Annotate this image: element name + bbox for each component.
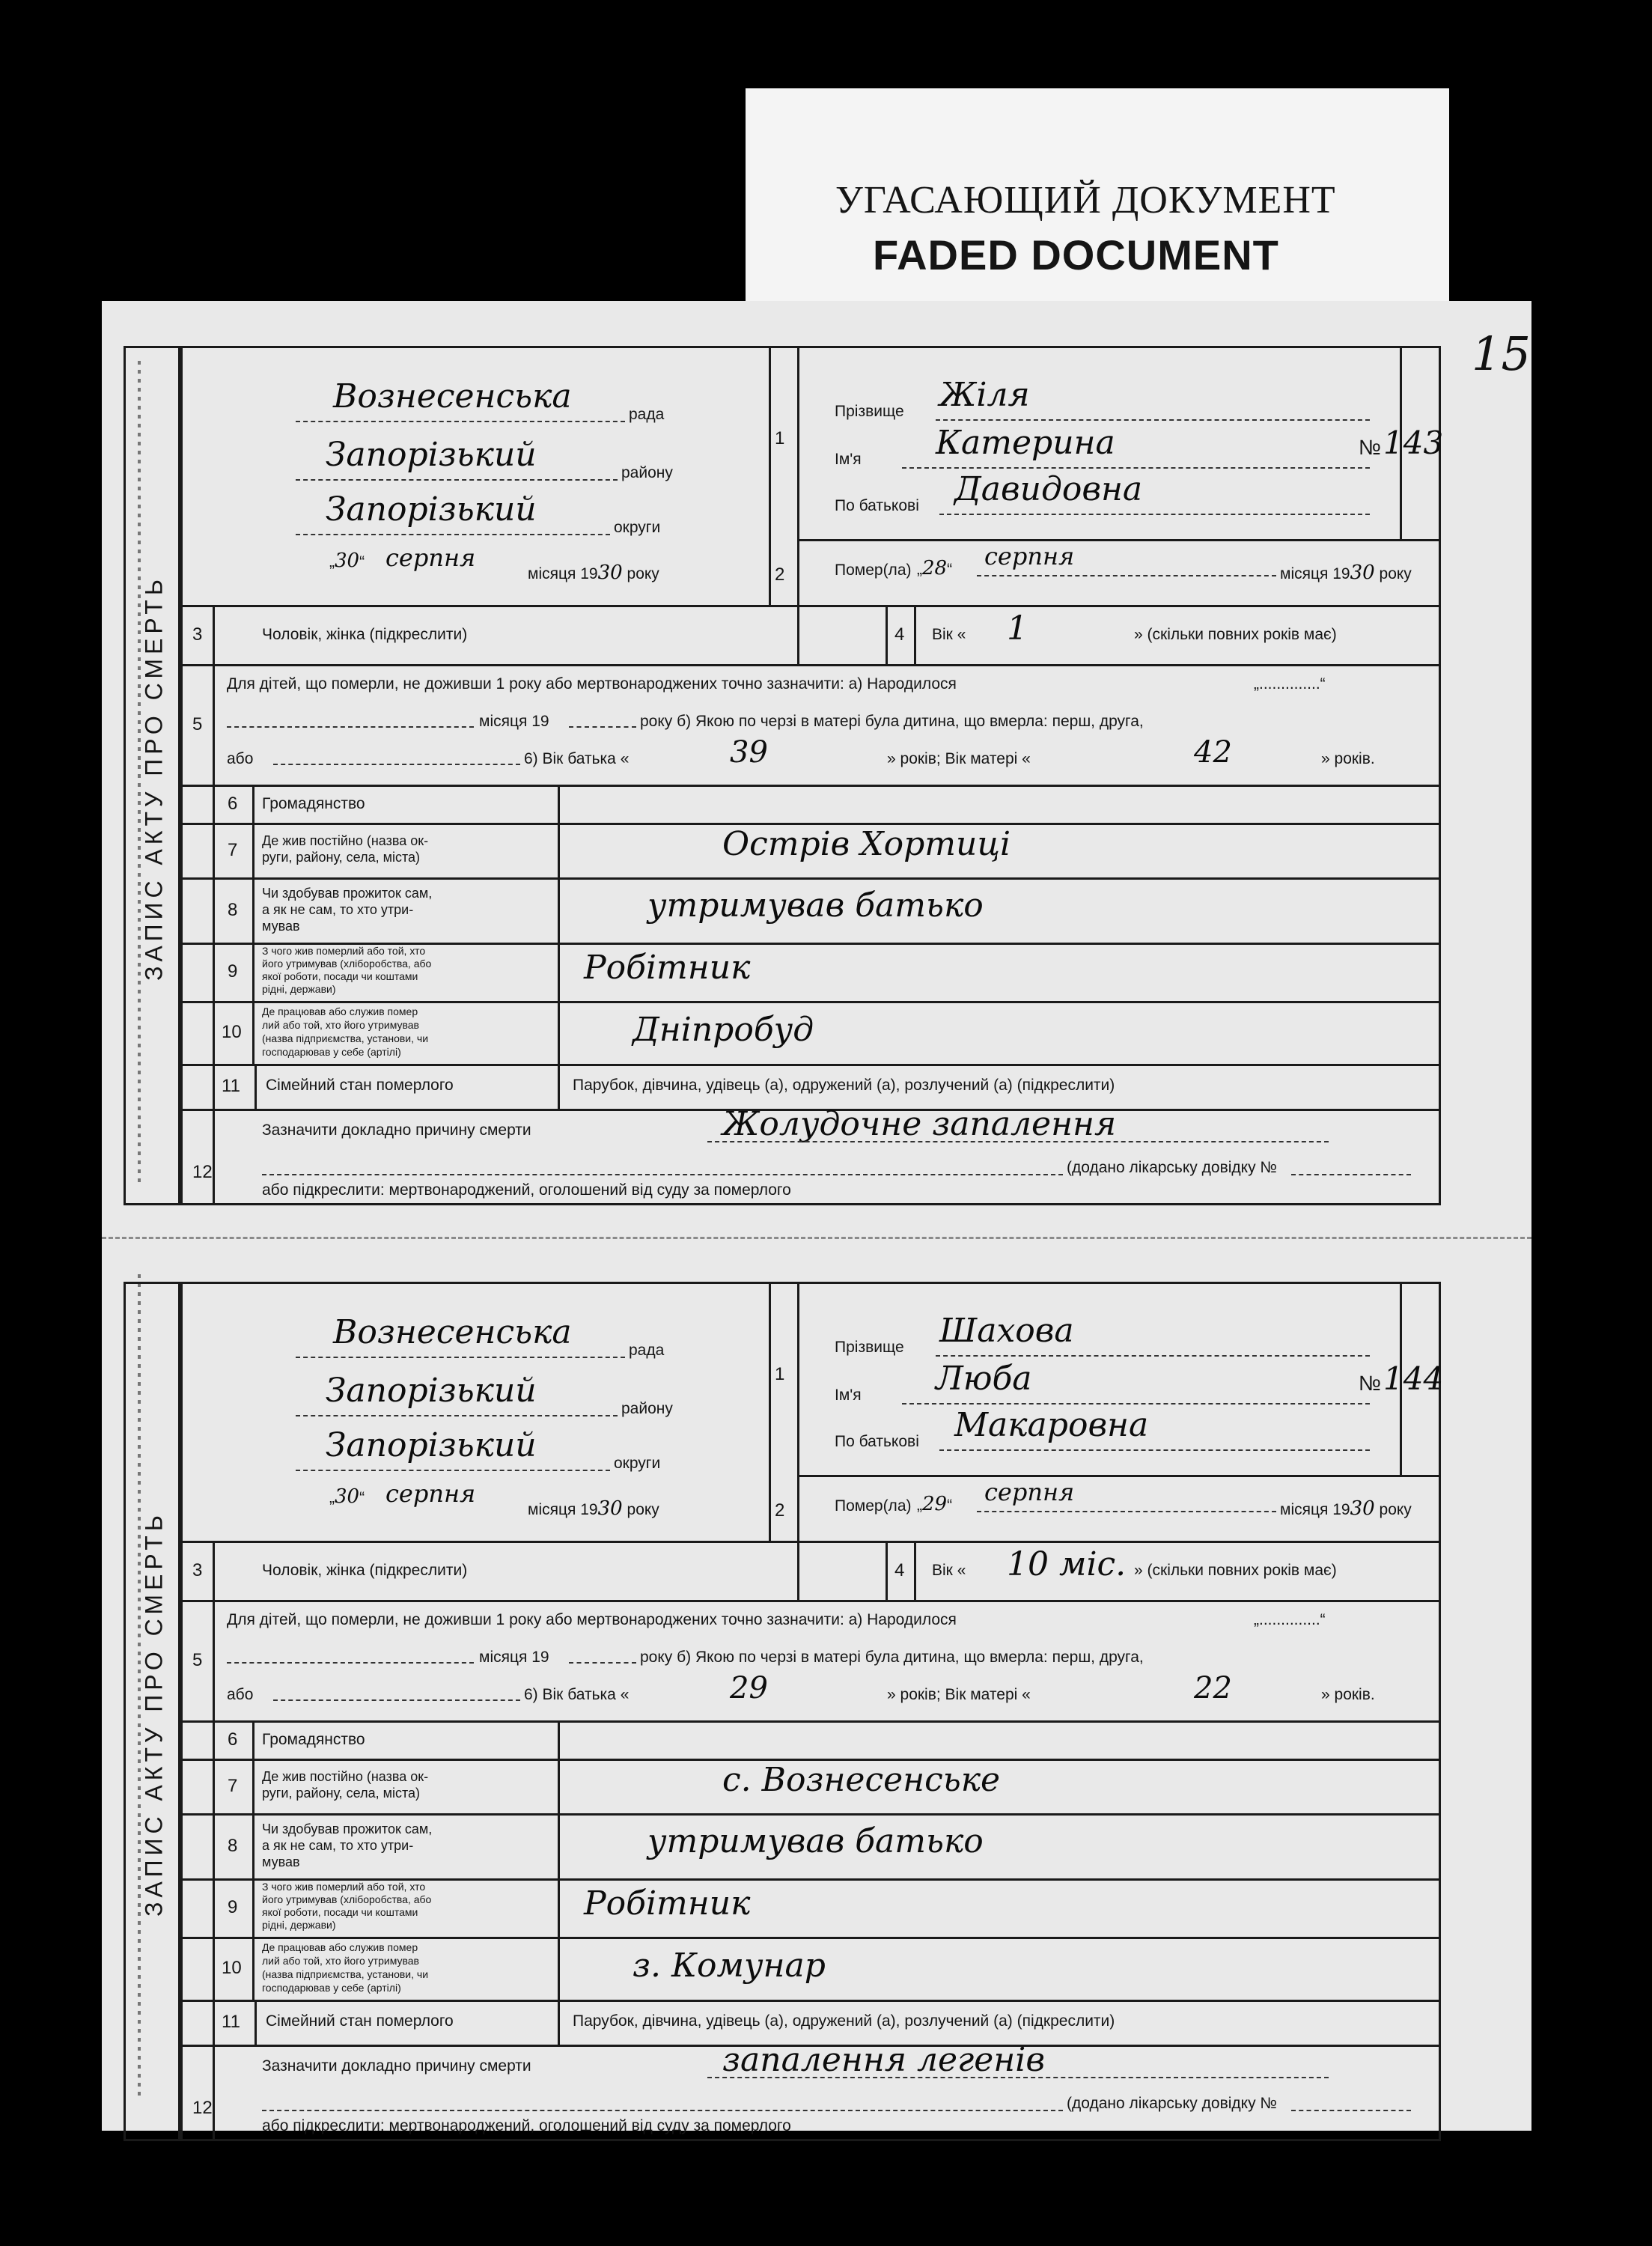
rule: [797, 1475, 1441, 1477]
rule: [180, 2000, 1441, 2002]
rule: [180, 664, 1441, 666]
q10-line: Де працював або служив помер: [262, 1941, 418, 1953]
cholovik-zhinka-label: Чоловік, жінка (підкреслити): [262, 626, 468, 643]
rule: [769, 346, 771, 605]
misyatsya-label: місяця: [1280, 1501, 1329, 1518]
rada-value: Вознесенська: [333, 1313, 572, 1351]
q9-line: якої роботи, посади чи коштами: [262, 1906, 418, 1918]
q9-line: його утримував (хліборобства, або: [262, 958, 432, 970]
row-number: 11: [222, 2012, 240, 2032]
reg-day: 30: [335, 550, 360, 572]
underline: [227, 1662, 474, 1664]
row-number: 12: [192, 1162, 213, 1182]
death-record-form-1: ЗАПИС АКТУ ПРО СМЕРТЬ 1 2 3 4 5 6 7 8 9 10 11 12 Вознесенська рада Запорізький району Запорізький округи „30“ серпня місяця 1930 року Прізвище Жіля Ім'я Катерина По батькові Давидовна № 143 Помер(ла) „28“ серпня місяця 1930 року Чоловік, жінка (підкреслити) Вік « 1 » (скільки повних років має) Для дітей, що померли, не доживши 1 року або мертвонароджених точно зазначити: а) Народилося „..............“ місяця 19 року б) Якою по черзі в матері була дитина, що вмерла: перш, друга, або 6) Вік батька « 39 » років; Вік матері « 42 » років. Громадянство Де жив постійно (назва ок- руги, району, села, міста) Острів Хортиці Чи здобував прожиток сам, а як не сам, то хто утри- мував утримував батько З чого жив померлий або той, хто його утримував (хліборобства, або якої роботи, посади чи коштами рідні, держави) Робітник Де працював або служив помер лий або той, хто його утримував (назва підприємства, установи, чи господарював у себе (артілі) Дніпробуд Сімейний стан померлого Парубок, дівчина, удівець (а), одружений (а), розлучений (а) (підкреслити) Зазначити докладно причину смерти Жолудочне запалення (додано лікарську довідку № або підкреслити: мертвонароджений, оголошений від суду за померлого: [124, 346, 1441, 1205]
underline: [977, 575, 1276, 576]
death-month: серпня: [984, 542, 1075, 570]
death-year: 30: [1350, 562, 1375, 584]
children-line-2a: місяця 19: [479, 1649, 549, 1666]
underline: [227, 726, 474, 728]
rule: [213, 1541, 215, 2141]
label-english: FADED DOCUMENT: [873, 231, 1279, 279]
imya-label: Ім'я: [835, 451, 862, 468]
underline: [296, 1357, 625, 1358]
rayon-label: району: [621, 464, 673, 481]
misyatsya-label: місяця: [528, 1501, 576, 1518]
misyatsya-label: місяця: [1280, 565, 1329, 582]
rayon-value: Запорізький: [326, 436, 537, 474]
vik-tail-label: (скільки повних років має): [1147, 1562, 1337, 1579]
row-number: 1: [775, 428, 785, 448]
row-number: 9: [228, 1897, 238, 1917]
reg-month: серпня: [385, 544, 476, 572]
rule: [180, 1541, 1441, 1543]
simeiny-stan-label: Сімейний стан померлого: [266, 2012, 454, 2030]
q7-line: руги, району, села, міста): [262, 1786, 421, 1801]
death-year: 30: [1350, 1497, 1375, 1520]
age-value: 1: [1007, 609, 1028, 648]
q8-line: а як не сам, то хто утри-: [262, 1838, 414, 1853]
roku-label: року: [1379, 1501, 1412, 1518]
row-number: 7: [228, 840, 238, 860]
death-record-form-2: ЗАПИС АКТУ ПРО СМЕРТЬ 1 2 3 4 5 6 7 8 9 10 11 12 Вознесенська рада Запорізький району Запорізький округи „30“ серпня місяця 1930 року Прізвище Шахова Ім'я Люба По батькові Макаровна № 144 Помер(ла) „29“ серпня місяця 1930 року Чоловік, жінка (підкреслити) Вік « 10 міс. » (скільки повних років має) Для дітей, що померли, не доживши 1 року або мертвонароджених точно зазначити: а) Народилося „..............“ місяця 19 року б) Якою по черзі в матері була дитина, що вмерла: перш, друга, або 6) Вік батька « 29 » років; Вік матері « 22 » років. Громадянство Де жив постійно (назва ок- руги, району, села, міста) с. Вознесенське Чи здобував прожиток сам, а як не сам, то хто утри- мував утримував батько З чого жив померлий або той, хто його утримував (хліборобства, або якої роботи, посади чи коштами рідні, держави) Робітник Де працював або служив помер лий або той, хто його утримував (назва підприємства, установи, чи господарював у себе (артілі) з. Комунар Сімейний стан померлого Парубок, дівчина, удівець (а), одружений (а), розлучений (а) (підкреслити) Зазначити докладно причину смерти запалення легенів (додано лікарську довідку № або підкреслити: мертвонароджений, оголошений від суду за померлого: [124, 1282, 1441, 2141]
children-line-1: Для дітей, що померли, не доживши 1 року або мертвонароджених точно зазначити: а) Народилося: [227, 1611, 957, 1628]
rule: [886, 605, 888, 664]
side-title: ЗАПИС АКТУ ПРО СМЕРТЬ: [140, 1511, 168, 1917]
rule: [180, 877, 1441, 880]
record-number: 143: [1383, 424, 1444, 461]
underline: [262, 2110, 1063, 2111]
underline: [273, 764, 520, 765]
underline: [977, 1511, 1276, 1512]
q10-line: лий або той, хто його утримував: [262, 1019, 419, 1031]
underline: [902, 467, 1370, 469]
year-prefix: 19: [1332, 1501, 1350, 1518]
okruhy-label: округи: [614, 1455, 661, 1472]
supporter-value: утримував батько: [647, 886, 984, 925]
row-number: 1: [775, 1364, 785, 1384]
underline: [296, 1470, 610, 1471]
rule: [180, 1937, 1441, 1939]
rule: [180, 1813, 1441, 1816]
patronymic-value: Давидовна: [954, 470, 1143, 508]
children-line-3c: років; Вік матері: [900, 750, 1018, 767]
underline: [296, 421, 625, 422]
faded-document-label: [746, 88, 1449, 305]
surname-value: Жіля: [939, 376, 1030, 414]
row-number: 3: [192, 1560, 203, 1580]
underline: [707, 1141, 1329, 1142]
year-prefix: 19: [580, 565, 598, 582]
number-sign: №: [1359, 436, 1382, 459]
reg-month: серпня: [385, 1479, 476, 1508]
rule: [180, 1720, 1441, 1723]
underline: [936, 419, 1370, 421]
underline: [939, 1449, 1370, 1451]
row-number: 2: [775, 564, 785, 585]
okruhy-label: округи: [614, 519, 661, 536]
rule: [252, 785, 254, 1064]
q10-line: лий або той, хто його утримував: [262, 1955, 419, 1967]
reg-year: 30: [597, 562, 623, 584]
q9-line: якої роботи, посади чи коштами: [262, 970, 418, 982]
death-day: 29: [922, 1493, 948, 1515]
underline: [296, 479, 618, 481]
prychyna-label: Зазначити докладно причину смерти: [262, 1122, 531, 1139]
rule: [914, 1541, 916, 1600]
reg-year: 30: [597, 1497, 623, 1520]
row-number: 10: [222, 1958, 242, 1978]
roku-label: року: [627, 1501, 659, 1518]
children-line-3c: років; Вік матері: [900, 1686, 1018, 1703]
row-number: 8: [228, 1836, 238, 1856]
abo-pidkreslyty: або підкреслити: мертвонароджений, оголошений від суду за померлого: [262, 1181, 791, 1199]
roku-label: року: [627, 565, 659, 582]
underline: [262, 1174, 1063, 1175]
underline: [273, 1699, 520, 1701]
cause-value: Жолудочне запалення: [722, 1105, 1117, 1143]
underline: [569, 726, 636, 728]
vik-tail-label: (скільки повних років має): [1147, 626, 1337, 643]
children-line-2a: місяця 19: [479, 713, 549, 730]
row-number: 9: [228, 961, 238, 982]
rule: [180, 785, 1441, 787]
rule: [769, 1282, 771, 1541]
row-number: 8: [228, 900, 238, 920]
reg-day: 30: [335, 1485, 360, 1508]
okruha-value: Запорізький: [326, 490, 537, 529]
q8-line: Чи здобував прожиток сам,: [262, 1822, 433, 1836]
q8-line: мував: [262, 1854, 300, 1869]
simeiny-stan-label: Сімейний стан померлого: [266, 1077, 454, 1094]
rule: [213, 605, 215, 1205]
fold-line: [102, 1237, 1531, 1239]
father-age: 29: [730, 1671, 768, 1705]
children-line-3a: або: [227, 750, 254, 767]
rule: [797, 539, 1441, 541]
year-prefix: 19: [580, 1501, 598, 1518]
po-batkovi-label: По батькові: [835, 1433, 919, 1450]
prychyna-label: Зазначити докладно причину смерти: [262, 2057, 531, 2075]
age-value: 10 міс.: [1007, 1545, 1127, 1583]
row-number: 3: [192, 624, 203, 645]
occupation-value: Робітник: [584, 949, 751, 987]
children-line-3a: або: [227, 1686, 254, 1703]
rule: [886, 1541, 888, 1600]
prizvyshche-label: Прізвище: [835, 1339, 904, 1356]
rule: [180, 605, 1441, 607]
rule: [558, 785, 560, 1109]
hromadyanstvo-label: Громадянство: [262, 1731, 365, 1748]
row-number: 12: [192, 2098, 213, 2118]
rule: [558, 1720, 560, 2045]
q9-line: рідні, держави): [262, 1919, 336, 1931]
year-prefix: 19: [1332, 565, 1350, 582]
q9-line: рідні, держави): [262, 983, 336, 995]
rayon-label: району: [621, 1400, 673, 1417]
children-line-2b: року б) Якою по черзі в матері була дитина, що вмерла: перш, друга,: [640, 713, 1144, 730]
rada-value: Вознесенська: [333, 377, 572, 416]
q10-line: (назва підприємства, установи, чи: [262, 1032, 429, 1044]
workplace-value: з. Комунар: [633, 1947, 826, 1985]
row-number: 5: [192, 714, 203, 734]
children-line-3b: 6) Вік батька: [524, 1686, 616, 1703]
name-value: Катерина: [936, 424, 1115, 462]
underline: [707, 2077, 1329, 2078]
rule: [180, 1600, 1441, 1602]
row-number: 4: [894, 624, 905, 645]
side-title: ЗАПИС АКТУ ПРО СМЕРТЬ: [140, 575, 168, 981]
abo-pidkreslyty: або підкреслити: мертвонароджений, оголошений від суду за померлого: [262, 2117, 791, 2134]
row-number: 4: [894, 1560, 905, 1580]
patronymic-value: Макаровна: [954, 1406, 1149, 1444]
q8-line: а як не сам, то хто утри-: [262, 902, 414, 917]
underline: [936, 1355, 1370, 1357]
dovidka-label: (додано лікарську довідку №: [1067, 2095, 1277, 2112]
q8-line: мував: [262, 919, 300, 934]
row-number: 10: [222, 1022, 242, 1042]
dovidka-label: (додано лікарську довідку №: [1067, 1159, 1277, 1176]
q9-line: його утримував (хліборобства, або: [262, 1893, 432, 1905]
row-number: 6: [228, 794, 238, 814]
row-number: 7: [228, 1776, 238, 1796]
hromadyanstvo-label: Громадянство: [262, 795, 365, 812]
mother-age: 22: [1194, 1671, 1232, 1705]
record-number: 144: [1383, 1360, 1444, 1397]
imya-label: Ім'я: [835, 1387, 862, 1404]
q8-line: Чи здобував прожиток сам,: [262, 886, 433, 901]
rule: [797, 1282, 799, 1600]
simeiny-stan-options: Парубок, дівчина, удівець (а), одружений (а), розлучений (а) (підкреслити): [573, 1077, 1115, 1094]
cause-value: запалення легенів: [722, 2041, 1045, 2079]
okruha-value: Запорізький: [326, 1426, 537, 1464]
underline: [939, 514, 1370, 515]
rada-label: рада: [629, 406, 665, 423]
underline: [296, 534, 610, 535]
rule: [180, 1064, 1441, 1066]
rule: [797, 346, 799, 664]
underline: [296, 1415, 618, 1416]
side-band: [124, 1282, 180, 2141]
children-line-1: Для дітей, що померли, не доживши 1 року або мертвонароджених точно зазначити: а) Народилося: [227, 675, 957, 693]
mother-age: 42: [1194, 735, 1232, 770]
underline: [569, 1662, 636, 1664]
misyatsya-label: місяця: [528, 565, 576, 582]
folio-number: 15: [1472, 326, 1531, 381]
rayon-value: Запорізький: [326, 1372, 537, 1410]
occupation-value: Робітник: [584, 1884, 751, 1923]
q7-line: руги, району, села, міста): [262, 850, 421, 865]
residence-value: с. Вознесенське: [722, 1761, 1001, 1799]
father-age: 39: [730, 735, 768, 770]
number-sign: №: [1359, 1372, 1382, 1395]
row-number: 5: [192, 1650, 203, 1670]
surname-value: Шахова: [939, 1312, 1074, 1350]
prizvyshche-label: Прізвище: [835, 403, 904, 420]
row-number: 11: [222, 1076, 240, 1096]
children-line-3b: 6) Вік батька: [524, 750, 616, 767]
rule: [914, 605, 916, 664]
rule: [180, 1001, 1441, 1003]
underline: [1291, 1174, 1411, 1175]
q10-line: господарював у себе (артілі): [262, 1982, 401, 1994]
cholovik-zhinka-label: Чоловік, жінка (підкреслити): [262, 1562, 468, 1579]
children-line-3d: років.: [1334, 1686, 1375, 1703]
supporter-value: утримував батько: [647, 1822, 984, 1860]
q9-line: З чого жив померлий або той, хто: [262, 945, 426, 957]
row-number: 2: [775, 1500, 785, 1521]
underline: [1291, 2110, 1411, 2111]
pomer-label: Помер(ла): [835, 562, 912, 579]
po-batkovi-label: По батькові: [835, 497, 919, 514]
side-band: [124, 346, 180, 1205]
q7-line: Де жив постійно (назва ок-: [262, 833, 429, 848]
simeiny-stan-options: Парубок, дівчина, удівець (а), одружений (а), розлучений (а) (підкреслити): [573, 2012, 1115, 2030]
q9-line: З чого жив померлий або той, хто: [262, 1881, 426, 1893]
vik-label: Вік: [932, 1562, 953, 1579]
pomer-label: Помер(ла): [835, 1497, 912, 1515]
q10-line: господарював у себе (артілі): [262, 1046, 401, 1058]
workplace-value: Дніпробуд: [633, 1011, 814, 1049]
children-line-2b: року б) Якою по черзі в матері була дитина, що вмерла: перш, друга,: [640, 1649, 1144, 1666]
vik-label: Вік: [932, 626, 953, 643]
label-russian: УГАСАЮЩИЙ ДОКУМЕНТ: [835, 179, 1336, 222]
rule: [254, 1064, 257, 1109]
children-line-3d: років.: [1334, 750, 1375, 767]
q10-line: Де працював або служив помер: [262, 1005, 418, 1017]
death-month: серпня: [984, 1478, 1075, 1506]
rule: [252, 1720, 254, 2000]
name-value: Люба: [936, 1360, 1032, 1398]
rada-label: рада: [629, 1342, 665, 1359]
row-number: 6: [228, 1729, 238, 1750]
rule: [254, 2000, 257, 2045]
underline: [902, 1403, 1370, 1404]
roku-label: року: [1379, 565, 1412, 582]
residence-value: Острів Хортиці: [722, 825, 1011, 863]
q10-line: (назва підприємства, установи, чи: [262, 1968, 429, 1980]
death-day: 28: [922, 557, 948, 579]
q7-line: Де жив постійно (назва ок-: [262, 1769, 429, 1784]
